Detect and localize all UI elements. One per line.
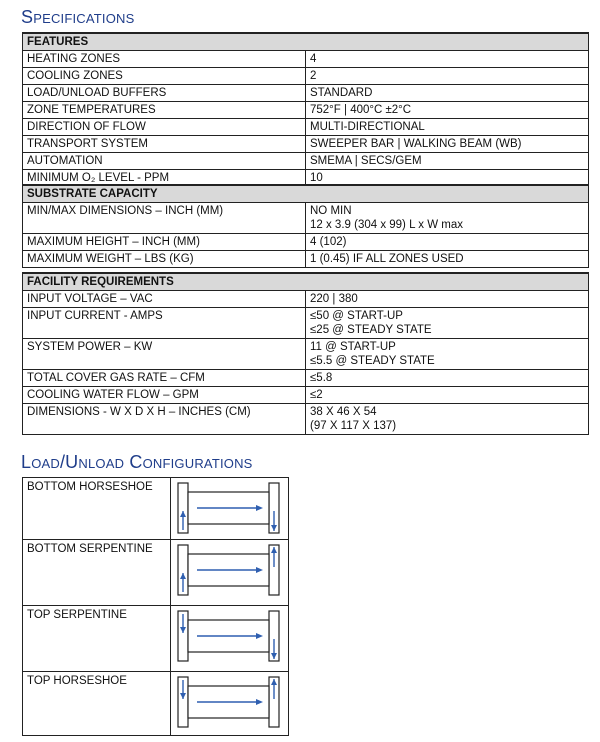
- table-row: LOAD/UNLOAD BUFFERS STANDARD: [23, 85, 589, 102]
- table-row: MAXIMUM WEIGHT – LBS (KG) 1 (0.45) IF ALL ZONES USED: [23, 251, 589, 268]
- specifications-title: Specifications: [21, 7, 135, 27]
- table-row: AUTOMATION SMEMA | SECS/GEM: [23, 153, 589, 170]
- config-diagram: [170, 606, 288, 672]
- config-label: BOTTOM SERPENTINE: [23, 540, 171, 606]
- table-row: [23, 478, 289, 540]
- config-diagram: [170, 540, 288, 606]
- table-row: COOLING WATER FLOW – GPM ≤2: [23, 387, 589, 404]
- table-row: INPUT CURRENT - AMPS ≤50 @ START-UP ≤25 @ STEADY STATE: [23, 308, 589, 339]
- table-row: HEATING ZONES 4: [23, 51, 589, 68]
- table-row: DIMENSIONS - W X D X H – INCHES (CM) 38 X 46 X 54 (97 X 117 X 137): [23, 404, 589, 435]
- table-row: DIRECTION OF FLOW MULTI-DIRECTIONAL: [23, 119, 589, 136]
- config-label: TOP HORSESHOE: [23, 672, 171, 736]
- substrate-table: [22, 184, 589, 268]
- features-table: [22, 32, 589, 187]
- substrate-header: SUBSTRATE CAPACITY: [23, 185, 589, 203]
- config-label: BOTTOM HORSESHOE: [23, 478, 171, 540]
- table-row: TRANSPORT SYSTEM SWEEPER BAR | WALKING BEAM (WB): [23, 136, 589, 153]
- table-row: ZONE TEMPERATURES 752°F | 400°C ±2°C: [23, 102, 589, 119]
- table-row: COOLING ZONES 2: [23, 68, 589, 85]
- configurations-title: Load/Unload Configurations: [21, 452, 253, 472]
- facility-table: [22, 272, 589, 435]
- configurations-table: [22, 477, 289, 736]
- table-row: SYSTEM POWER – KW 11 @ START-UP ≤5.5 @ STEADY STATE: [23, 339, 589, 370]
- config-diagram: [170, 672, 288, 736]
- table-row: TOTAL COVER GAS RATE – CFM ≤5.8: [23, 370, 589, 387]
- table-row: MAXIMUM HEIGHT – INCH (MM) 4 (102): [23, 234, 589, 251]
- table-row: MINIMUM O₂ LEVEL - PPM 10: [23, 170, 589, 187]
- table-row: [23, 540, 289, 606]
- table-row: [23, 606, 289, 672]
- config-label: TOP SERPENTINE: [23, 606, 171, 672]
- table-row: MIN/MAX DIMENSIONS – INCH (MM) NO MIN 12 x 3.9 (304 x 99) L x W max: [23, 203, 589, 234]
- table-row: [23, 672, 289, 736]
- config-diagram: [170, 478, 288, 540]
- facility-header: FACILITY REQUIREMENTS: [23, 273, 589, 291]
- table-row: INPUT VOLTAGE – VAC 220 | 380: [23, 291, 589, 308]
- features-header: FEATURES: [23, 33, 589, 51]
